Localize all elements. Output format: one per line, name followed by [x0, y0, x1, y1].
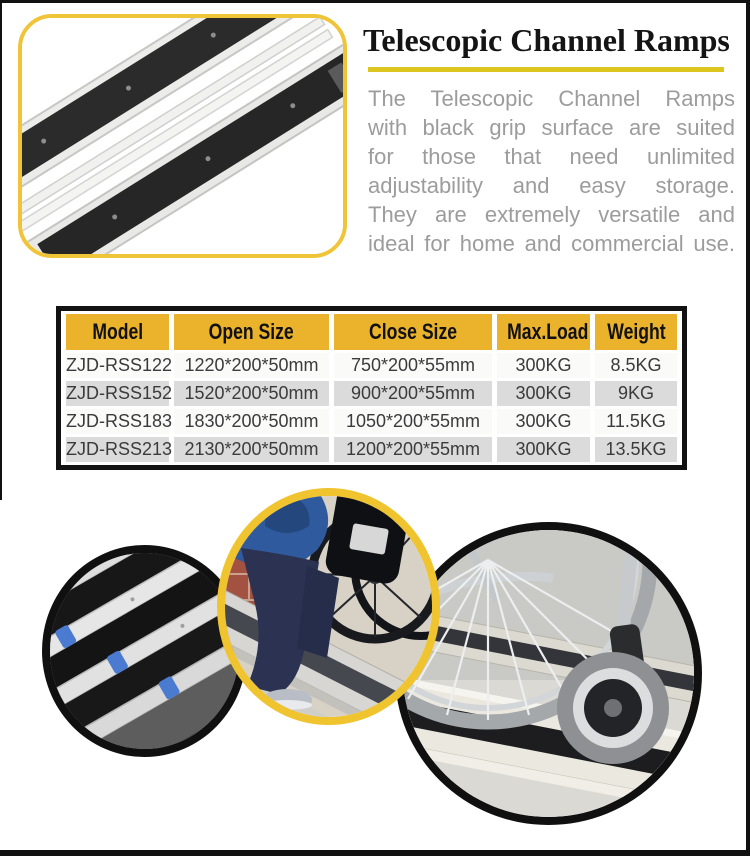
- cell-close-size: 750*200*55mm: [334, 353, 492, 378]
- stacked-ramps-illustration: [50, 553, 239, 749]
- description-line: They are extremely versatile and: [368, 202, 735, 227]
- frame-border-top: [0, 0, 750, 3]
- cell-weight: 13.5KG: [595, 437, 677, 462]
- cell-weight: 8.5KG: [595, 353, 677, 378]
- product-photo-illustration: [22, 18, 343, 254]
- cell-max-load: 300KG: [497, 381, 590, 406]
- photo-circle-stacked-ramps: [42, 545, 247, 757]
- spec-table: [56, 306, 687, 470]
- cell-weight: 11.5KG: [595, 409, 677, 434]
- cell-model: ZJD-RSS152: [66, 381, 169, 406]
- page-title: Telescopic Channel Ramps: [363, 22, 730, 58]
- cell-max-load: 300KG: [497, 353, 590, 378]
- cell-close-size: 900*200*55mm: [334, 381, 492, 406]
- description-line: for those that need unlimited: [368, 144, 735, 169]
- column-header-weight: Weight: [595, 314, 677, 350]
- wheels-on-ramp-illustration: [403, 530, 694, 817]
- cell-open-size: 2130*200*50mm: [174, 437, 329, 462]
- cell-model: ZJD-RSS213: [66, 437, 169, 462]
- column-header-model: Model: [66, 314, 169, 350]
- cell-open-size: 1520*200*50mm: [174, 381, 329, 406]
- photo-circle-wheelchair-wheels: [395, 522, 702, 825]
- frame-border-right: [746, 0, 750, 856]
- photo-circle-person-ramp: [217, 488, 440, 725]
- table-row: [66, 381, 677, 406]
- description-line: with black grip surface are suited: [368, 115, 735, 140]
- description-line: ideal for home and commercial use.: [368, 231, 735, 256]
- cell-open-size: 1220*200*50mm: [174, 353, 329, 378]
- spec-table-header-row: [66, 314, 677, 350]
- cell-open-size: 1830*200*50mm: [174, 409, 329, 434]
- column-header-open-size: Open Size: [174, 314, 329, 350]
- description-line: adjustability and easy storage.: [368, 173, 735, 198]
- table-row: [66, 353, 677, 378]
- cell-model: ZJD-RSS183: [66, 409, 169, 434]
- frame-border-left: [0, 0, 2, 500]
- description-line: The Telescopic Channel Ramps: [368, 86, 735, 111]
- cell-model: ZJD-RSS122: [66, 353, 169, 378]
- title-underline-rule: [368, 67, 724, 72]
- product-description: [368, 84, 735, 258]
- person-ramp-illustration: [225, 496, 432, 717]
- cell-max-load: 300KG: [497, 437, 590, 462]
- column-header-max-load: Max.Load: [497, 314, 590, 350]
- cell-weight: 9KG: [595, 381, 677, 406]
- table-row: [66, 409, 677, 434]
- frame-border-bottom: [0, 850, 750, 856]
- cell-close-size: 1050*200*55mm: [334, 409, 492, 434]
- cell-max-load: 300KG: [497, 409, 590, 434]
- column-header-close-size: Close Size: [334, 314, 492, 350]
- cell-close-size: 1200*200*55mm: [334, 437, 492, 462]
- table-row: [66, 437, 677, 462]
- product-photo: [18, 14, 347, 258]
